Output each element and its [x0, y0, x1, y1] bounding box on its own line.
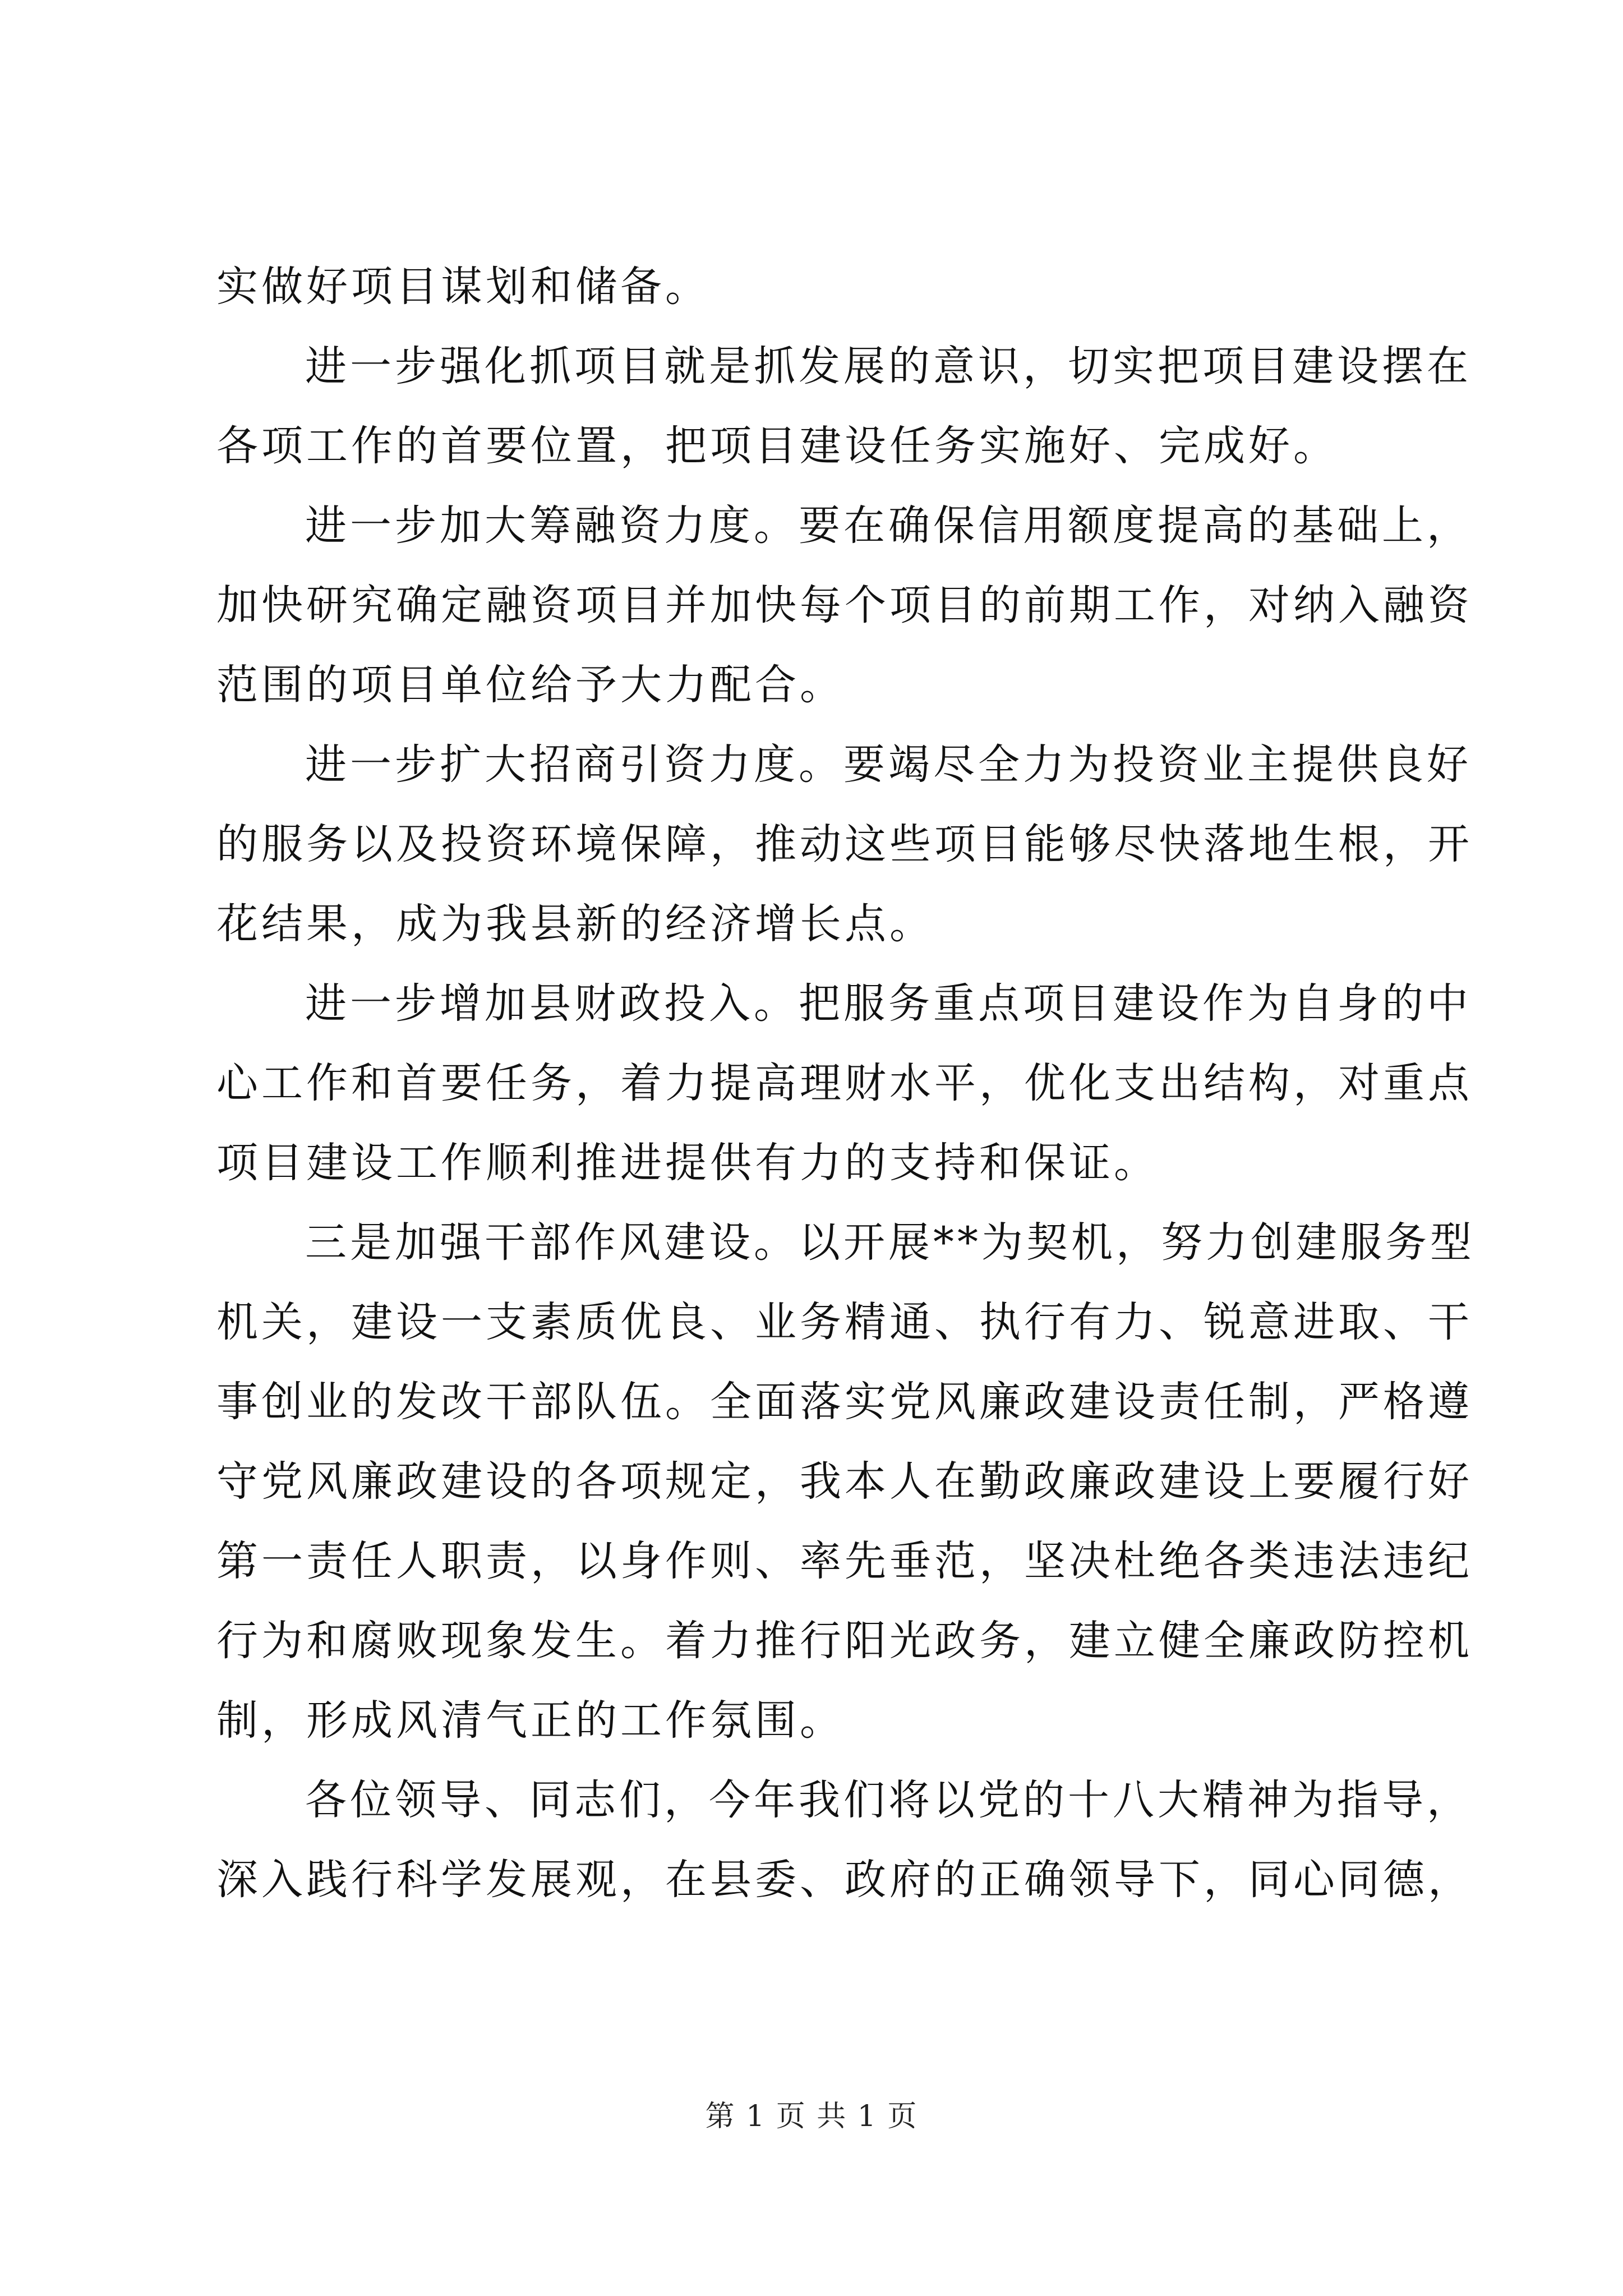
document-body	[216, 247, 1475, 1920]
body-line: 第一责任人职责，以身作则、率先垂范，坚决杜绝各类违法违纪	[216, 1537, 1473, 1585]
body-line: 的服务以及投资环境保障，推动这些项目能够尽快落地生根，开	[216, 820, 1473, 868]
body-line: 进一步增加县财政投入。把服务重点项目建设作为自身的中	[305, 979, 1472, 1028]
body-line: 制，形成风清气正的工作氛围。	[216, 1696, 845, 1745]
body-line: 深入践行科学发展观，在县委、政府的正确领导下，同心同德，	[216, 1856, 1473, 1904]
body-line: 行为和腐败现象发生。着力推行阳光政务，建立健全廉政防控机	[216, 1617, 1473, 1665]
body-line: 心工作和首要任务，着力提高理财水平，优化支出结构，对重点	[216, 1059, 1473, 1107]
body-line: 机关，建设一支素质优良、业务精通、执行有力、锐意进取、干	[216, 1298, 1473, 1346]
body-line: 范围的项目单位给予大力配合。	[216, 661, 845, 709]
body-line: 进一步强化抓项目就是抓发展的意识，切实把项目建设摆在	[305, 342, 1472, 390]
body-line: 各项工作的首要位置，把项目建设任务实施好、完成好。	[216, 422, 1338, 470]
body-line: 事创业的发改干部队伍。全面落实党风廉政建设责任制，严格遵	[216, 1378, 1473, 1426]
body-line: 实做好项目谋划和储备。	[216, 263, 710, 311]
body-line: 各位领导、同志们，今年我们将以党的十八大精神为指导，	[305, 1776, 1472, 1824]
body-line: 花结果，成为我县新的经济增长点。	[216, 900, 934, 948]
body-line: 进一步扩大招商引资力度。要竭尽全力为投资业主提供良好	[305, 740, 1472, 789]
body-line: 守党风廉政建设的各项规定，我本人在勤政廉政建设上要履行好	[216, 1457, 1473, 1506]
body-line: 项目建设工作顺利推进提供有力的支持和保证。	[216, 1139, 1159, 1187]
page-number-footer: 第 1 页 共 1 页	[705, 2100, 918, 2133]
body-line: 三是加强干部作风建设。以开展**为契机，努力创建服务型	[305, 1218, 1475, 1267]
body-line: 进一步加大筹融资力度。要在确保信用额度提高的基础上，	[305, 501, 1472, 550]
body-line: 加快研究确定融资项目并加快每个项目的前期工作，对纳入融资	[216, 581, 1473, 629]
